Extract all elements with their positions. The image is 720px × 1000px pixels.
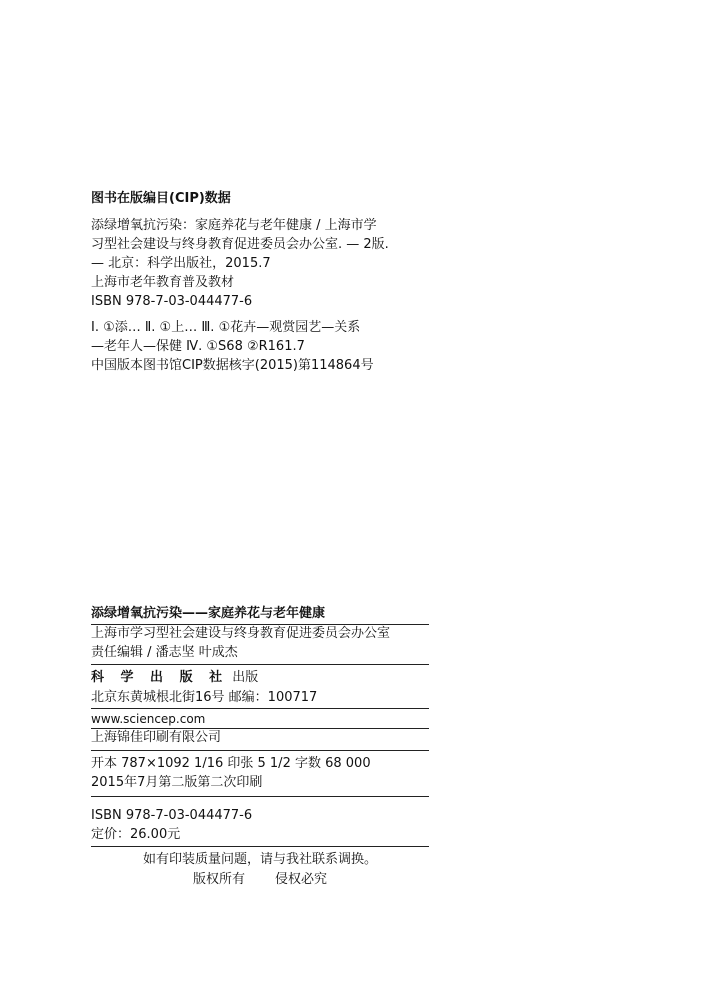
divider (91, 664, 429, 665)
printer: 上海锦佳印刷有限公司 (91, 730, 222, 745)
price: 定价：26.00元 (91, 827, 181, 842)
publisher-name-suffix: 出版 (232, 670, 259, 685)
publisher-line (91, 670, 258, 686)
format-specs: 开本 787×1092 1/16 印张 5 1/2 字数 68 000 (91, 756, 371, 771)
divider (91, 708, 429, 709)
isbn: ISBN 978-7-03-044477-6 (91, 808, 253, 823)
cip-line: — 北京：科学出版社，2015.7 (91, 256, 271, 271)
divider (91, 624, 429, 625)
cip-line: 添绿增氧抗污染：家庭养花与老年健康 / 上海市学 (91, 218, 377, 233)
publisher-address: 北京东黄城根北街16号 邮编：100717 (91, 690, 318, 705)
publisher-name: 科 学 出 版 社 (91, 670, 229, 685)
publisher-website: www.sciencep.com (91, 712, 206, 726)
cip-line: 习型社会建设与终身教育促进委员会办公室. — 2版. (91, 237, 389, 252)
book-title: 添绿增氧抗污染——家庭养花与老年健康 (91, 606, 326, 621)
cip-classification-line: Ⅰ. ①添… Ⅱ. ①上… Ⅲ. ①花卉—观赏园艺—关系 (91, 320, 361, 335)
cip-line: ISBN 978-7-03-044477-6 (91, 294, 253, 309)
defect-notice: 如有印装质量问题，请与我社联系调换。 (142, 852, 377, 867)
cip-line: 上海市老年教育普及教材 (91, 275, 235, 290)
rights-left: 版权所有 (192, 872, 245, 887)
book-author: 上海市学习型社会建设与终身教育促进委员会办公室 (91, 626, 391, 641)
divider (91, 846, 429, 847)
book-editors: 责任编辑 / 潘志坚 叶成杰 (91, 645, 238, 660)
divider (91, 796, 429, 797)
cip-heading: 图书在版编目(CIP)数据 (91, 191, 231, 206)
divider (91, 750, 429, 751)
rights-notice (91, 872, 429, 888)
cip-classification-line: —老年人—保健 Ⅳ. ①S68 ②R161.7 (91, 339, 305, 354)
edition-info: 2015年7月第二版第二次印刷 (91, 775, 263, 790)
divider (91, 728, 429, 729)
cip-classification-line: 中国版本图书馆CIP数据核字(2015)第114864号 (91, 358, 374, 373)
rights-right: 侵权必究 (275, 872, 328, 887)
